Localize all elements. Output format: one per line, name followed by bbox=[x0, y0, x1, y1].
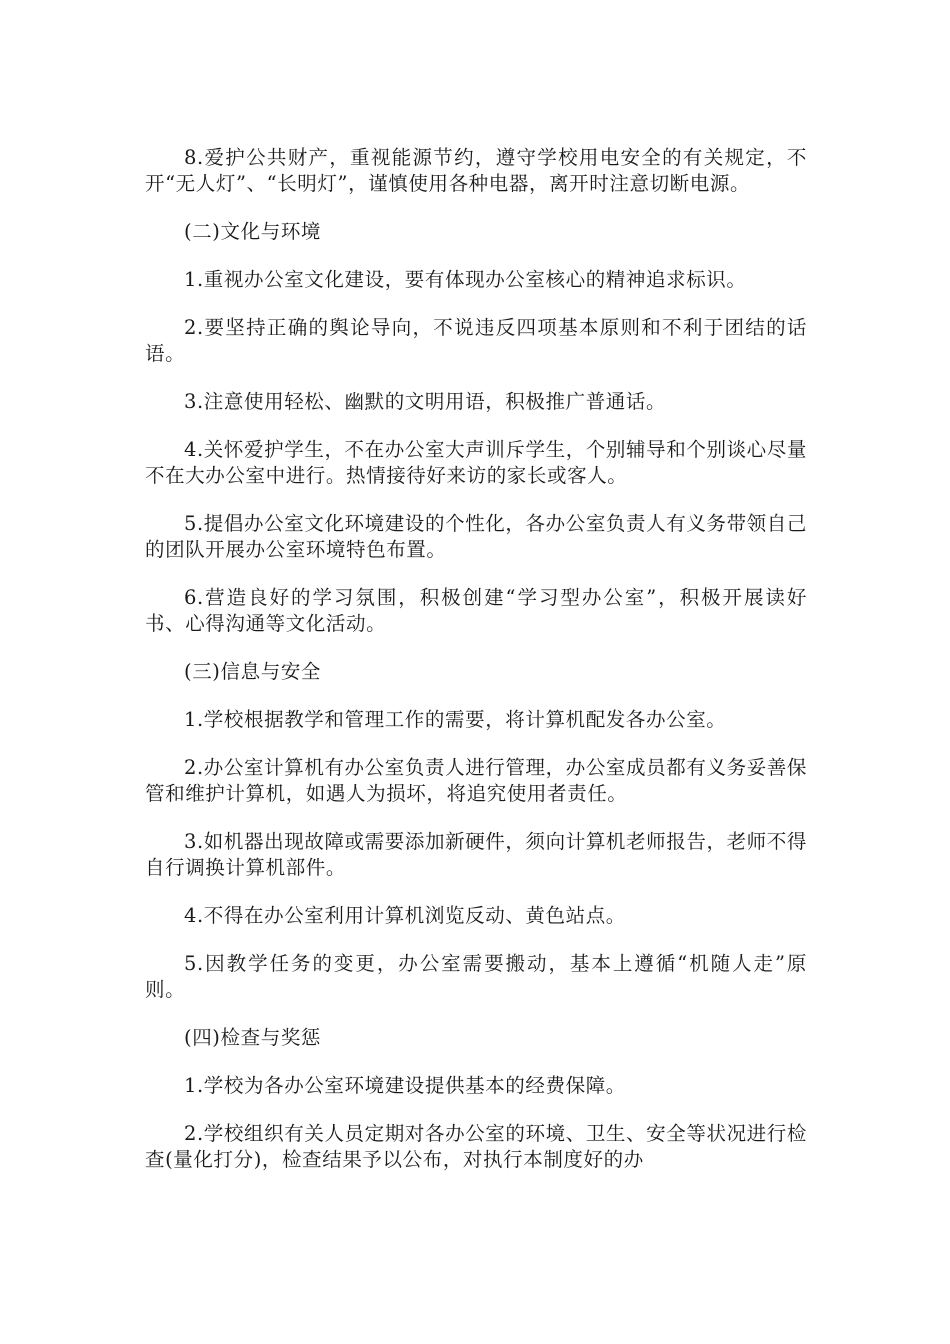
paragraph-culture-4: 4.关怀爱护学生，不在办公室大声训斥学生，个别辅导和个别谈心尽量不在大办公室中进行。热情接待好来访的家长或客人。 bbox=[145, 438, 807, 487]
section-heading-culture: (二)文化与环境 bbox=[184, 220, 322, 243]
paragraph-info-3: 3.如机器出现故障或需要添加新硬件，须向计算机老师报告，老师不得自行调换计算机部件。 bbox=[145, 830, 807, 879]
paragraph-info-1: 1.学校根据教学和管理工作的需要，将计算机配发各办公室。 bbox=[184, 708, 727, 731]
document-body bbox=[145, 145, 807, 1195]
paragraph-info-4: 4.不得在办公室利用计算机浏览反动、黄色站点。 bbox=[184, 904, 626, 927]
section-heading-info-security: (三)信息与安全 bbox=[184, 660, 322, 683]
paragraph-culture-5: 5.提倡办公室文化环境建设的个性化，各办公室负责人有义务带领自己的团队开展办公室环境特色布置。 bbox=[145, 512, 807, 561]
paragraph-culture-1: 1.重视办公室文化建设，要有体现办公室核心的精神追求标识。 bbox=[184, 268, 747, 291]
paragraph-culture-3: 3.注意使用轻松、幽默的文明用语，积极推广普通话。 bbox=[184, 390, 667, 413]
paragraph-culture-2: 2.要坚持正确的舆论导向，不说违反四项基本原则和不利于团结的话语。 bbox=[145, 316, 807, 365]
paragraph-energy-saving: 8.爱护公共财产，重视能源节约，遵守学校用电安全的有关规定，不开“无人灯”、“长明灯”，谨慎使用各种电器，离开时注意切断电源。 bbox=[145, 146, 807, 195]
paragraph-inspection-1: 1.学校为各办公室环境建设提供基本的经费保障。 bbox=[184, 1074, 626, 1097]
section-heading-inspection: (四)检查与奖惩 bbox=[184, 1026, 322, 1049]
paragraph-info-2: 2.办公室计算机有办公室负责人进行管理，办公室成员都有义务妥善保管和维护计算机，如遇人为损坏，将追究使用者责任。 bbox=[145, 756, 807, 805]
paragraph-info-5: 5.因教学任务的变更，办公室需要搬动，基本上遵循“机随人走”原则。 bbox=[145, 952, 807, 1001]
paragraph-culture-6: 6.营造良好的学习氛围，积极创建“学习型办公室”，积极开展读好书、心得沟通等文化活动。 bbox=[145, 586, 807, 635]
paragraph-inspection-2: 2.学校组织有关人员定期对各办公室的环境、卫生、安全等状况进行检查(量化打分)，检查结果予以公布，对执行本制度好的办 bbox=[145, 1122, 807, 1171]
